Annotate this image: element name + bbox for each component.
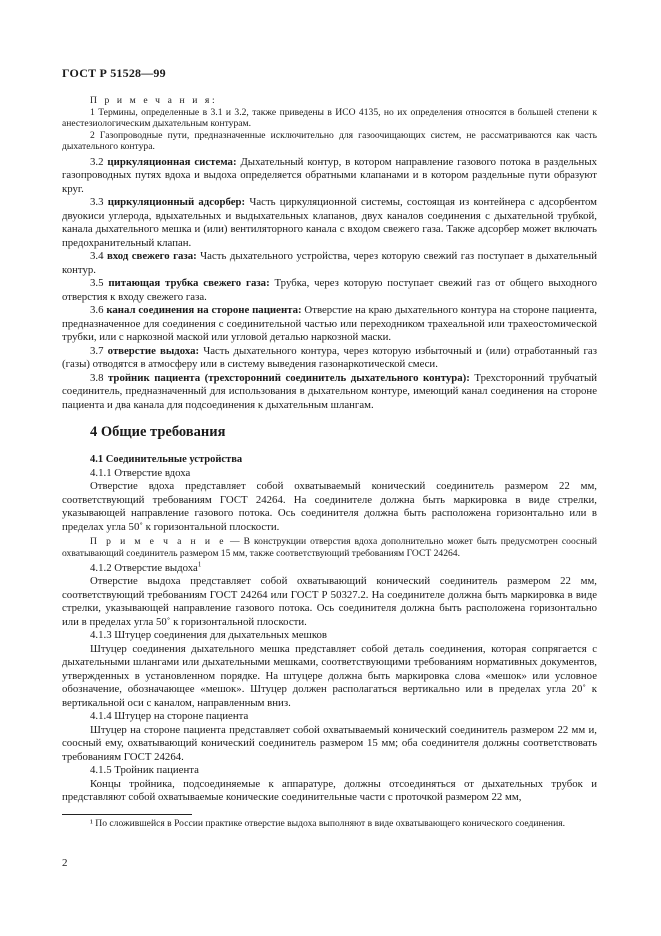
definition-3-7: 3.7 отверстие выдоха: Часть дыхательного контура, через которую избыточный и (или) отработанный газ (газы) отводятся в атмосферу или в систему выведения газонаркотической смеси. <box>62 344 597 371</box>
paragraph-4-1-4: Штуцер на стороне пациента представляет собой охватываемый конический соединитель размером 22 мм и, соосный ему, охватывающий конический соединитель размером 15 мм; оба соединителя должны соответствовать требованиям ГОСТ 24264. <box>62 723 597 763</box>
heading-4-1-3: 4.1.3 Штуцер соединения для дыхательных мешков <box>90 629 328 642</box>
definition-3-5: 3.5 питающая трубка свежего газа: Трубка, через которую поступает свежий газ от общего выходного отверстия к входу свежего газа. <box>62 277 597 303</box>
note-4-1-1: П р и м е ч а н и е — В конструкции отверстия вдоха дополнительно может быть предусмотрен соосный охватывающий соединитель размером 15 мм, также соответствующий требованиям ГОСТ 24264. <box>62 536 597 560</box>
document-header: ГОСТ Р 51528—99 <box>62 66 166 80</box>
definition-3-8: 3.8 тройник пациента (трехсторонний соединитель дыхательного контура): Трехсторонний трубчатый соединитель, предназначенный для использования в дыхательном контуре, имеющий канал соединения на стороне пациента и два канала для подсоединения к дыхательным шлангам. <box>62 371 598 411</box>
heading-4-1-4: 4.1.4 Штуцер на стороне пациента <box>90 710 249 723</box>
paragraph-4-1-5: Концы тройника, подсоединяемые к аппаратуре, должны отсоединяться от дыхательных трубок и представляют собой охватываемые конические соединительные части с проточкой размером 22 мм, <box>62 777 597 804</box>
definition-3-2: 3.2 циркуляционная система: Дыхательный контур, в котором направление газового потока в раздельных газопроводных путях вдоха и выдоха определяется обратными клапанами и в котором раздельные пути образуют круг. <box>62 155 597 195</box>
footnote: ¹ По сложившейся в России практике отверстие выдоха выполняют в виде охватывающего конического соединения. <box>90 818 566 829</box>
heading-4-1-2: 4.1.2 Отверстие выдоха$^1$ <box>90 560 202 574</box>
page-number: 2 <box>62 857 68 869</box>
footnote-divider <box>62 814 192 815</box>
subsection-4-1: 4.1 Соединительные устройства <box>90 454 243 466</box>
paragraph-4-1-3: Штуцер соединения дыхательного мешка представляет собой деталь соединения, которая сопрягается с дыхательными шлангами или дыхательными мешками, соответствующими требованиям нормативных документов, утвержденных в установленном порядке. На штуцере должна быть маркировка слова «мешок» или условное обозначение, обозначающее «мешок». Штуцер должен располагаться вертикально или в пределах угла 20˚ к вертикальной оси с каналом, направленным вниз. <box>62 642 597 709</box>
paragraph-4-1-2: Отверстие выдоха представляет собой охватывающий конический соединитель размером 22 мм, соответствующий требованиям ГОСТ 24264 или ГОСТ Р 50327.2. На соединителе должна быть маркировка в виде стрелки, указывающей направление газового потока. Ось соединителя должна быть расположена горизонтально или в пределах угла 50˚ к горизонтальной плоскости. <box>62 575 597 628</box>
heading-4-1-1: 4.1.1 Отверстие вдоха <box>90 466 191 479</box>
section-title: 4 Общие требования <box>90 424 226 441</box>
notes-title: П р и м е ч а н и я: <box>90 95 218 106</box>
page-content <box>62 95 597 805</box>
definition-3-4: 3.4 вход свежего газа: Часть дыхательного устройства, через которую свежий газ поступает в дыхательный контур. <box>62 250 598 276</box>
note-2: 2 Газопроводные пути, предназначенные исключительно для газоочищающих систем, не рассматриваются как часть дыхательного контура. <box>62 129 597 153</box>
definition-3-6: 3.6 канал соединения на стороне пациента: Отверстие на краю дыхательного контура на стороне пациента, предназначенное для соединения с соединительной частью или переходником трахеальной или трахеостомической трубки, или с наркозной маской или угловой деталью наркозной маски. <box>62 304 597 344</box>
paragraph-4-1-1: Отверстие вдоха представляет собой охватываемый конический соединитель размером 22 мм, соответствующий требованиям ГОСТ 24264. На соединителе должна быть маркировка в виде стрелки, указывающей направление газового потока. Ось соединителя должна быть расположена горизонтально или в пределах угла 50˚ к горизонтальной плоскости. <box>62 480 597 533</box>
definition-3-3: 3.3 циркуляционный адсорбер: Часть циркуляционной системы, состоящая из контейнера с адсорбентом двуокиси углерода, вдыхательных и выдыхательных клапанов, двух каналов соединения с дыхательной трубкой, канала дыхательного мешка и (или) вентиляторного канала с входом свежего газа. Также адсорбер может включать предохранительный клапан. <box>62 196 597 249</box>
heading-4-1-5: 4.1.5 Тройник пациента <box>90 764 199 777</box>
note-1: 1 Термины, определенные в 3.1 и 3.2, также приведены в ИСО 4135, но их определения относятся в большей степени к анестезиологическим дыхательным контурам. <box>62 106 597 130</box>
